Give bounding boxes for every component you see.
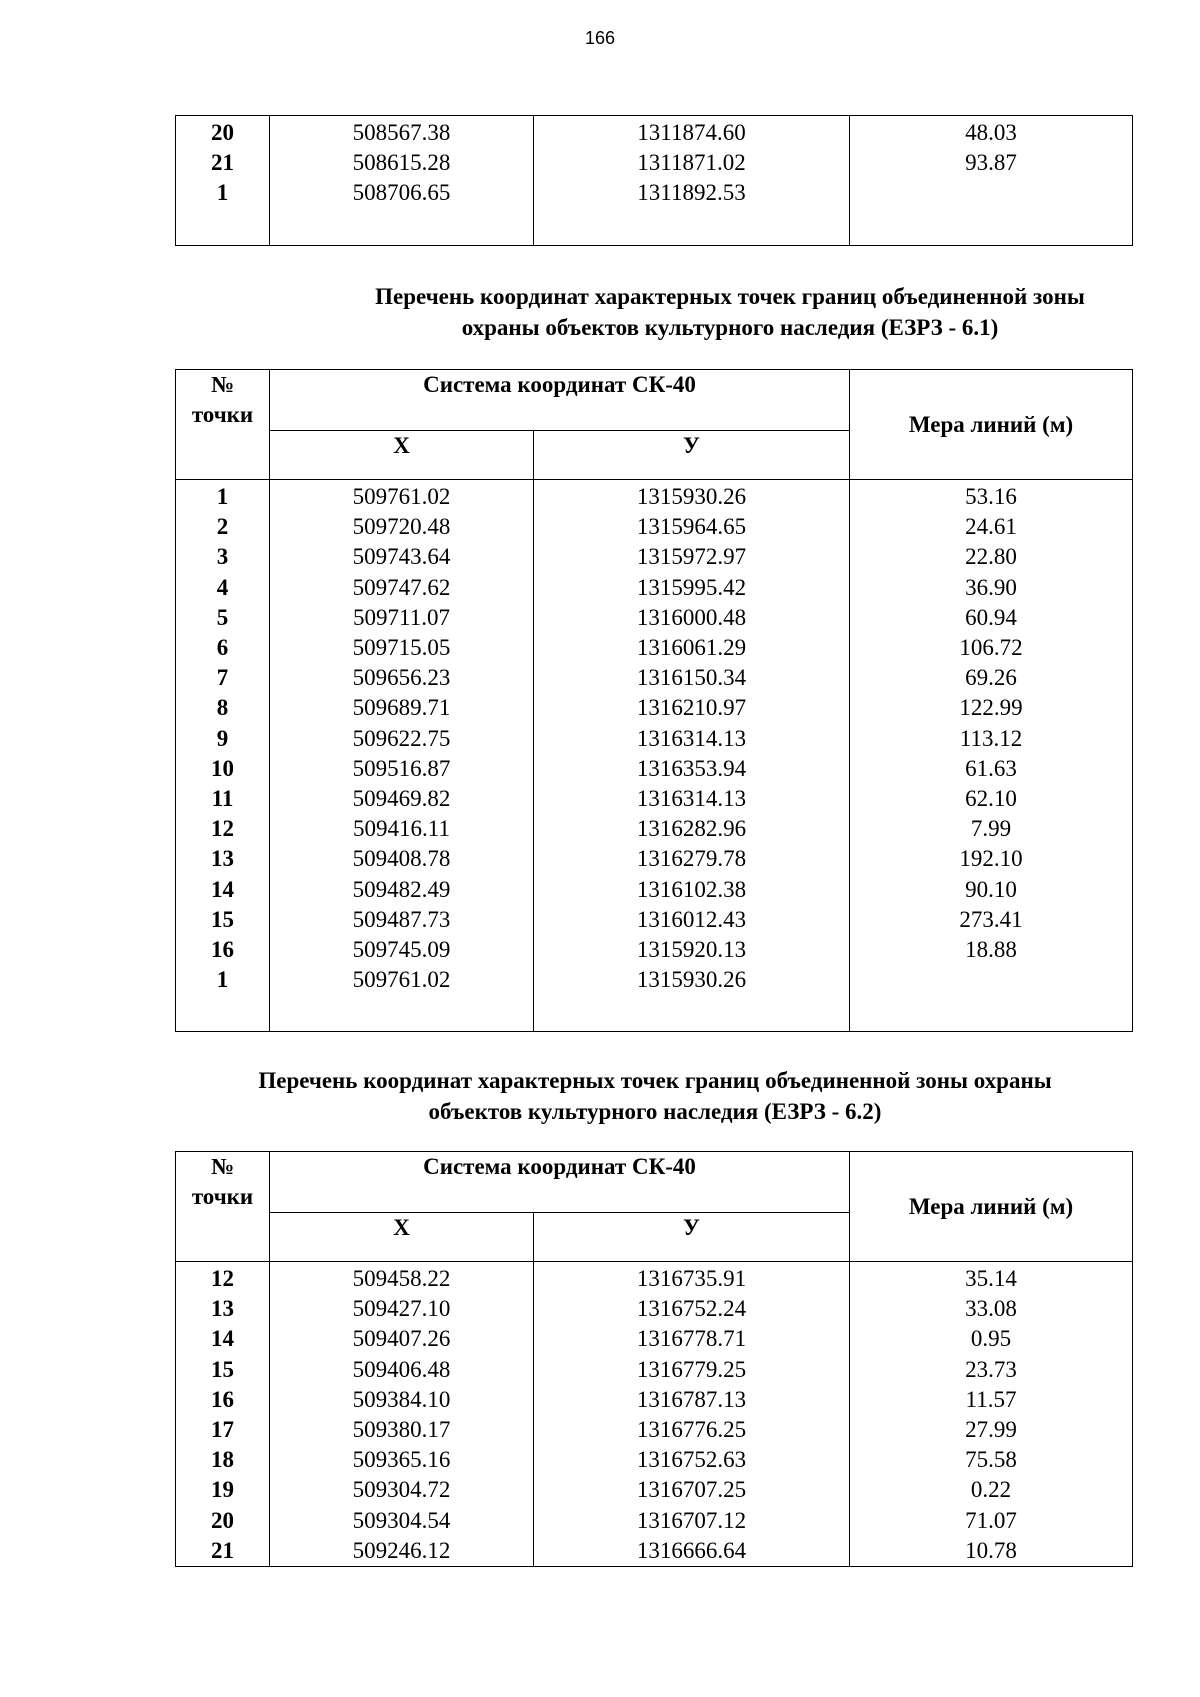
empty-cell [176,995,270,1032]
point-number-cell: 12 [176,814,270,844]
x-column-header: Х [270,431,534,480]
x-coordinate-cell: 509516.87 [270,754,534,784]
table-row [176,1294,1133,1324]
x-coordinate-cell: 509458.22 [270,1262,534,1295]
header-text: № [210,372,235,397]
line-length-cell: 106.72 [850,633,1133,663]
x-coordinate-cell: 509711.07 [270,603,534,633]
table-row [176,1262,1133,1295]
empty-cell [534,209,850,246]
x-coordinate-cell: 509747.62 [270,573,534,603]
empty-cell [270,209,534,246]
line-length-cell: 7.99 [850,814,1133,844]
line-length-cell: 273.41 [850,905,1133,935]
x-coordinate-cell: 508615.28 [270,148,534,178]
x-coordinate-cell: 509416.11 [270,814,534,844]
y-coordinate-cell: 1316282.96 [534,814,850,844]
point-number-cell: 15 [176,905,270,935]
header-text: № [210,1154,235,1179]
point-number-header [176,1152,270,1262]
point-number-cell: 20 [176,116,270,149]
x-coordinate-cell: 509482.49 [270,875,534,905]
y-coordinate-cell: 1316776.25 [534,1415,850,1445]
x-coordinate-cell: 509745.09 [270,935,534,965]
line-length-cell: 75.58 [850,1445,1133,1475]
y-coordinate-cell: 1316102.38 [534,875,850,905]
point-number-cell: 1 [176,178,270,208]
point-number-cell: 8 [176,693,270,723]
y-coordinate-cell: 1316314.13 [534,784,850,814]
table-row [176,573,1133,603]
x-coordinate-cell: 509304.72 [270,1475,534,1505]
table-row [176,1355,1133,1385]
table-row [176,542,1133,572]
empty-cell [534,995,850,1032]
y-coordinate-cell: 1315964.65 [534,512,850,542]
x-coordinate-cell: 509384.10 [270,1385,534,1415]
y-coordinate-cell: 1315972.97 [534,542,850,572]
point-number-cell: 14 [176,1324,270,1354]
empty-cell [176,209,270,246]
table-row [176,1536,1133,1567]
line-length-cell: 35.14 [850,1262,1133,1295]
y-coordinate-cell: 1316150.34 [534,663,850,693]
coordinates-table-ezrz-6-1 [175,369,1133,1032]
y-coordinate-cell: 1316210.97 [534,693,850,723]
table-row [176,633,1133,663]
line-length-cell: 69.26 [850,663,1133,693]
line-length-cell: 11.57 [850,1385,1133,1415]
line-length-cell: 33.08 [850,1294,1133,1324]
coordinate-system-header: Система координат СК-40 [270,1152,850,1213]
line-length-cell: 27.99 [850,1415,1133,1445]
x-coordinate-cell: 509761.02 [270,965,534,995]
table-row [176,724,1133,754]
point-number-cell: 16 [176,935,270,965]
point-number-cell: 14 [176,875,270,905]
line-length-cell: 192.10 [850,844,1133,874]
table-row [176,754,1133,784]
table-row [176,1475,1133,1505]
table-row [176,965,1133,995]
section-title-line: объектов культурного наследия (ЕЗРЗ - 6.2) [428,1099,882,1124]
y-coordinate-cell: 1316752.63 [534,1445,850,1475]
x-coordinate-cell: 509761.02 [270,480,534,513]
x-coordinate-cell: 509689.71 [270,693,534,723]
y-coordinate-cell: 1316707.25 [534,1475,850,1505]
y-coordinate-cell: 1315995.42 [534,573,850,603]
point-number-cell: 2 [176,512,270,542]
x-coordinate-cell: 509304.54 [270,1506,534,1536]
point-number-cell: 11 [176,784,270,814]
y-coordinate-cell: 1315920.13 [534,935,850,965]
point-number-cell: 13 [176,844,270,874]
point-number-cell: 13 [176,1294,270,1324]
line-length-cell: 22.80 [850,542,1133,572]
x-coordinate-cell: 509427.10 [270,1294,534,1324]
x-coordinate-cell: 509720.48 [270,512,534,542]
line-length-cell [850,965,1133,995]
y-coordinate-cell: 1316353.94 [534,754,850,784]
table-row [176,1445,1133,1475]
table-row [176,148,1133,178]
table-row [176,1415,1133,1445]
line-length-cell: 23.73 [850,1355,1133,1385]
table-row [176,693,1133,723]
y-coordinate-cell: 1311892.53 [534,178,850,208]
point-number-cell: 17 [176,1415,270,1445]
x-coordinate-cell: 508567.38 [270,116,534,149]
table-row [176,844,1133,874]
line-length-cell: 113.12 [850,724,1133,754]
page-number: 166 [584,28,616,48]
table-row [176,663,1133,693]
empty-cell [270,995,534,1032]
y-coordinate-cell: 1316735.91 [534,1262,850,1295]
line-length-cell: 61.63 [850,754,1133,784]
header-text: точки [191,1184,254,1209]
x-column-header: Х [270,1213,534,1262]
section-title-line: Перечень координат характерных точек границ объединенной зоны охраны [258,1068,1052,1093]
x-coordinate-cell: 509246.12 [270,1536,534,1567]
y-coordinate-cell: 1316752.24 [534,1294,850,1324]
point-number-cell: 19 [176,1475,270,1505]
x-coordinate-cell: 508706.65 [270,178,534,208]
point-number-cell: 15 [176,1355,270,1385]
y-coordinate-cell: 1316787.13 [534,1385,850,1415]
point-number-cell: 7 [176,663,270,693]
line-measure-header: Мера линий (м) [850,370,1133,480]
y-coordinate-cell: 1316279.78 [534,844,850,874]
y-coordinate-cell: 1316778.71 [534,1324,850,1354]
coordinates-table-ezrz-6-2 [175,1151,1133,1567]
x-coordinate-cell: 509365.16 [270,1445,534,1475]
x-coordinate-cell: 509406.48 [270,1355,534,1385]
table-row [176,784,1133,814]
point-number-cell: 12 [176,1262,270,1295]
line-length-cell [850,178,1133,208]
y-coordinate-cell: 1311874.60 [534,116,850,149]
line-length-cell: 0.22 [850,1475,1133,1505]
point-number-cell: 5 [176,603,270,633]
y-coordinate-cell: 1316707.12 [534,1506,850,1536]
line-length-cell: 62.10 [850,784,1133,814]
line-length-cell: 90.10 [850,875,1133,905]
section-title-ezrz-6-2 [175,1065,1135,1127]
point-number-cell: 18 [176,1445,270,1475]
point-number-cell: 3 [176,542,270,572]
point-number-header [176,370,270,480]
line-length-cell: 93.87 [850,148,1133,178]
line-measure-header: Мера линий (м) [850,1152,1133,1262]
y-column-header: У [534,1213,850,1262]
section-title-line: охраны объектов культурного наследия (ЕЗРЗ - 6.1) [461,315,999,340]
empty-cell [850,995,1133,1032]
table-row [176,178,1133,208]
coordinate-system-header: Система координат СК-40 [270,370,850,431]
table-spacer-row [176,209,1133,246]
y-coordinate-cell: 1316012.43 [534,905,850,935]
table-row [176,1324,1133,1354]
x-coordinate-cell: 509622.75 [270,724,534,754]
y-coordinate-cell: 1311871.02 [534,148,850,178]
section-title-ezrz-6-1 [175,281,1135,343]
x-coordinate-cell: 509487.73 [270,905,534,935]
table-row [176,603,1133,633]
line-length-cell: 24.61 [850,512,1133,542]
line-length-cell: 48.03 [850,116,1133,149]
coordinates-table-continued [175,115,1133,246]
table-row [176,1385,1133,1415]
table-row [176,935,1133,965]
table-spacer-row [176,995,1133,1032]
empty-cell [850,209,1133,246]
y-coordinate-cell: 1316000.48 [534,603,850,633]
header-text: точки [191,402,254,427]
y-column-header: У [534,431,850,480]
line-length-cell: 0.95 [850,1324,1133,1354]
point-number-cell: 9 [176,724,270,754]
point-number-cell: 1 [176,965,270,995]
x-coordinate-cell: 509743.64 [270,542,534,572]
line-length-cell: 60.94 [850,603,1133,633]
table-row [176,512,1133,542]
line-length-cell: 10.78 [850,1536,1133,1567]
y-coordinate-cell: 1316779.25 [534,1355,850,1385]
table-row [176,814,1133,844]
line-length-cell: 36.90 [850,573,1133,603]
point-number-cell: 10 [176,754,270,784]
x-coordinate-cell: 509408.78 [270,844,534,874]
line-length-cell: 53.16 [850,480,1133,513]
line-length-cell: 71.07 [850,1506,1133,1536]
table-row [176,905,1133,935]
section-title-line: Перечень координат характерных точек границ объединенной зоны [375,284,1085,309]
table-row [176,480,1133,513]
point-number-cell: 21 [176,148,270,178]
y-coordinate-cell: 1315930.26 [534,480,850,513]
y-coordinate-cell: 1315930.26 [534,965,850,995]
point-number-cell: 16 [176,1385,270,1415]
point-number-cell: 20 [176,1506,270,1536]
point-number-cell: 21 [176,1536,270,1567]
table-row [176,875,1133,905]
y-coordinate-cell: 1316666.64 [534,1536,850,1567]
y-coordinate-cell: 1316314.13 [534,724,850,754]
x-coordinate-cell: 509380.17 [270,1415,534,1445]
point-number-cell: 6 [176,633,270,663]
x-coordinate-cell: 509469.82 [270,784,534,814]
x-coordinate-cell: 509715.05 [270,633,534,663]
y-coordinate-cell: 1316061.29 [534,633,850,663]
line-length-cell: 18.88 [850,935,1133,965]
x-coordinate-cell: 509656.23 [270,663,534,693]
table-row [176,116,1133,149]
table-row [176,1506,1133,1536]
x-coordinate-cell: 509407.26 [270,1324,534,1354]
line-length-cell: 122.99 [850,693,1133,723]
point-number-cell: 1 [176,480,270,513]
point-number-cell: 4 [176,573,270,603]
